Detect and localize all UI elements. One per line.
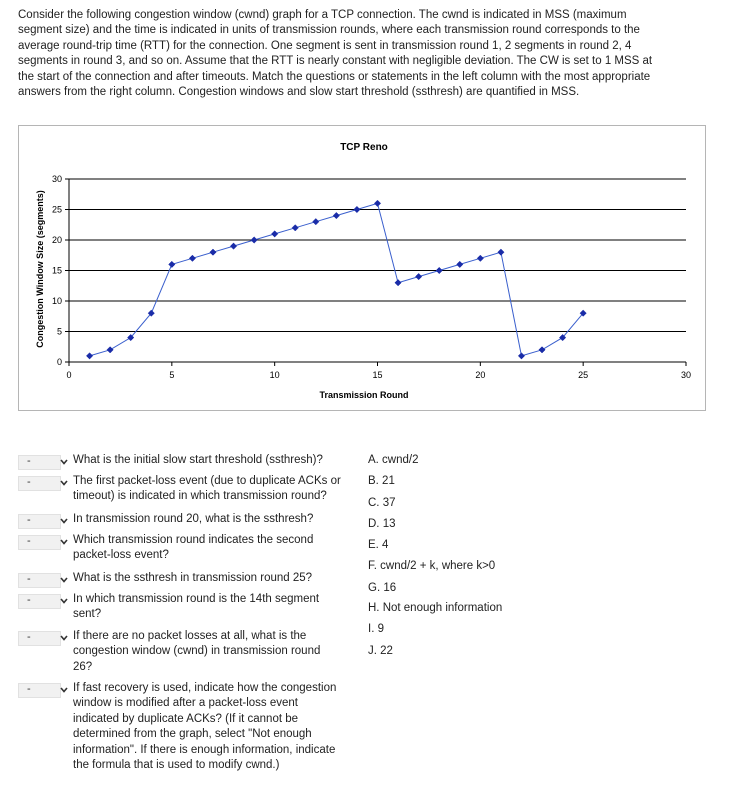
data-point [251,237,257,243]
series-line [90,203,584,356]
question-text: If fast recovery is used, indicate how the congestion window is modified after a packet-loss event indicated by duplicate ACKs? (If it cannot be determined from the graph, select "Not enough information". If there is enough information, indicate the formula that is used to modify cwnd.) [73,682,337,772]
data-point [477,255,483,261]
data-point [354,206,360,212]
answer-option: E. 4 [368,539,389,551]
intro-line: the start of the connection and after timeouts. Match the questions or statements in the left column with the most appropriate [18,70,651,83]
data-point [271,231,277,237]
answer-select[interactable]: - [18,514,61,529]
answer-option: A. cwnd/2 [368,454,419,466]
x-tick-label: 10 [269,370,280,380]
y-tick-label: 0 [56,357,62,367]
chart-title: TCP Reno [340,142,388,153]
intro-line: segment size) and the time is indicated in units of transmission rounds, where each transmission round corresponds to the [18,24,640,37]
question-text: In which transmission round is the 14th segment sent? [73,593,320,621]
chevron-down-icon[interactable] [59,537,69,547]
question-intro [18,8,728,100]
answer-option: H. Not enough information [368,602,503,614]
data-point [230,243,236,249]
question-text: Which transmission round indicates the second packet-loss event? [73,534,314,562]
y-tick-label: 25 [51,204,62,215]
x-tick-label: 25 [578,370,589,380]
answer-select[interactable]: - [18,631,61,646]
intro-line: average round-trip time (RTT) for the connection. One segment is sent in transmission round 1, 2 segments in round 2, 4 [18,39,632,52]
answer-select[interactable]: - [18,535,61,550]
question-text: If there are no packet losses at all, what is the congestion window (cwnd) in transmission round 26? [73,630,321,673]
data-point [333,212,339,218]
chevron-down-icon[interactable] [59,633,69,643]
data-point [436,267,442,273]
data-point [457,261,463,267]
answer-select[interactable]: - [18,683,61,698]
data-point [415,273,421,279]
chevron-down-icon[interactable] [59,478,69,488]
chevron-down-icon[interactable] [59,575,69,585]
question-text: The first packet-loss event (due to duplicate ACKs or timeout) is indicated in which transmission round? [73,475,341,503]
intro-line: segments in round 3, and so on. Assume that the RTT is nearly constant with negligible deviation. The CW is set to 1 MSS at [18,55,653,68]
y-tick-label: 10 [51,296,62,306]
answer-option: C. 37 [368,497,396,509]
chevron-down-icon[interactable] [59,685,69,695]
y-tick-label: 5 [56,326,62,337]
answer-option: F. cwnd/2 + k, where k>0 [368,560,496,572]
chevron-down-icon[interactable] [59,596,69,606]
data-point [518,353,524,359]
x-tick-label: 15 [372,370,383,380]
answer-option: J. 22 [368,645,393,657]
y-tick-label: 30 [51,174,62,184]
intro-line: Consider the following congestion window (cwnd) graph for a TCP connection. The cwnd is indicated in MSS (maximum [18,9,627,21]
question-text: In transmission round 20, what is the ssthresh? [73,513,314,525]
y-tick-label: 20 [51,235,62,245]
answer-option: B. 21 [368,475,395,487]
intro-line: answers from the right column. Congestion windows and slow start threshold (ssthresh) are quantified in MSS. [18,86,580,99]
x-tick-label: 0 [66,370,72,380]
data-point [374,200,380,206]
answer-select[interactable]: - [18,455,61,470]
answer-select[interactable]: - [18,476,61,491]
question-text: What is the ssthresh in transmission round 25? [73,572,313,584]
question-text: What is the initial slow start threshold (ssthresh)? [73,454,323,466]
x-axis-label: Transmission Round [319,390,409,400]
answer-option: I. 9 [368,623,384,635]
answer-option: D. 13 [368,518,396,530]
y-tick-label: 15 [51,265,62,276]
answer-option: G. 16 [368,582,397,594]
x-tick-label: 5 [169,370,175,380]
data-point [107,347,113,353]
cwnd-chart [18,125,706,411]
answer-select[interactable]: - [18,594,61,609]
data-point [189,255,195,261]
answer-select[interactable]: - [18,573,61,588]
chevron-down-icon[interactable] [59,457,69,467]
data-point [395,280,401,286]
data-point [498,249,504,255]
chart-canvas [19,126,705,410]
chevron-down-icon[interactable] [59,516,69,526]
data-point [86,353,92,359]
data-point [292,225,298,231]
data-point [313,219,319,225]
data-point [539,347,545,353]
x-tick-label: 30 [680,370,692,380]
y-axis-label: Congestion Window Size (segments) [35,190,45,348]
x-tick-label: 20 [475,370,486,380]
data-point [169,261,175,267]
data-point [210,249,216,255]
